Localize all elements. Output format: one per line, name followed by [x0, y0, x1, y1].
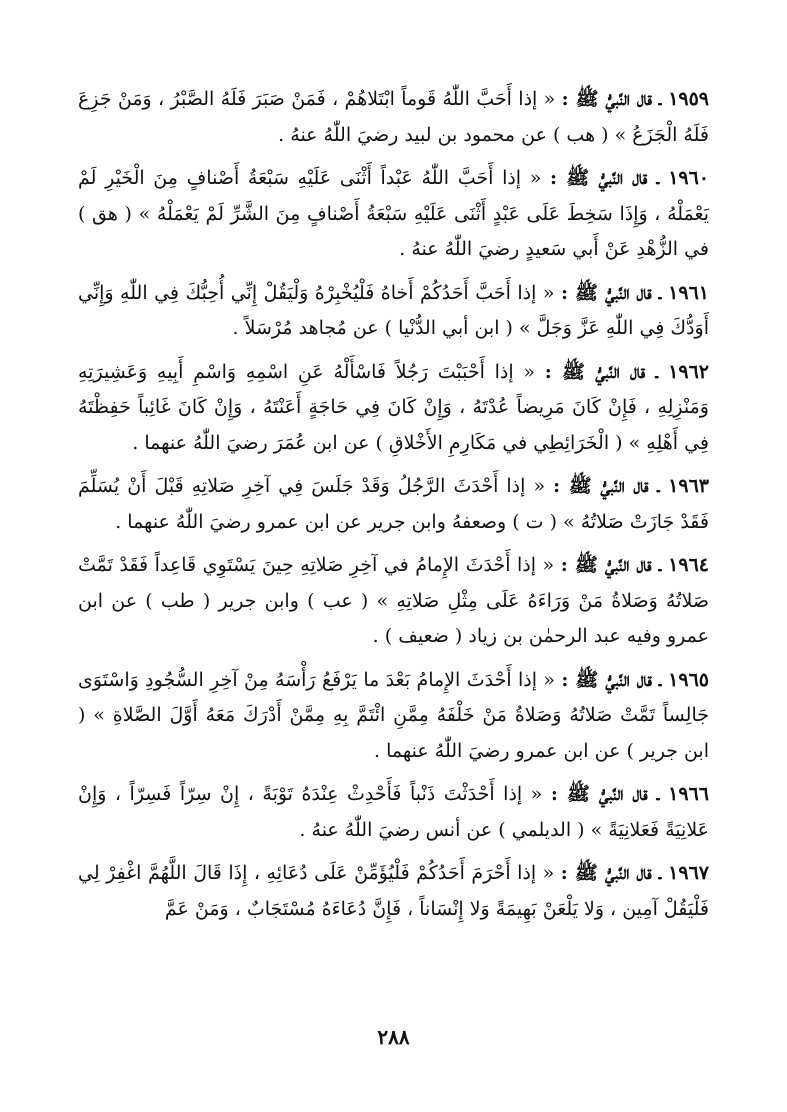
- hadith-heading: ١٩٦٥ ـ قال النَّبيُّ ﷺ :: [561, 668, 709, 691]
- hadith-1965: [78, 663, 709, 770]
- hadith-heading: ١٩٦٣ ـ قال النَّبيُّ ﷺ :: [553, 475, 709, 497]
- document-page: [0, 82, 787, 1082]
- hadith-text: « إذا أَحْبَبْتَ رَجُلاً فَاسْأَلْهُ عَنِ اسْمِهِ وَاسْمِ أَبِيهِ وَعَشِيرَتِهِ وَمَنْزِلِهِ ، فَإِنْ كَانَ مَرِيضاً عُدْتَهُ ، وَإِنْ كَانَ فِي حَاجَةٍ أَعَنْتَهُ ، وَإِنْ كَانَ غَائِباً حَفِظْتَهُ فِي أَهْلِهِ » ( الْخَرَائِطِي في مَكَارِمِ الأَخْلاقِ ) عن ابن عُمَرَ رضيَ اللّٰهُ عنهما .: [78, 360, 709, 454]
- hadith-heading: ١٩٦٤ ـ قال النَّبيُّ ﷺ :: [560, 554, 709, 576]
- hadith-heading: ١٩٦٠ ـ قال النَّبيُّ ﷺ :: [550, 167, 710, 189]
- hadith-heading: ١٩٦٧ ـ قال النَّبيُّ ﷺ :: [560, 862, 709, 884]
- hadith-1964: [78, 548, 709, 655]
- hadith-text: « إذا أَحْدَثَ الإِمامُ بَعْدَ ما يَرْفَعُ رَأْسَهُ مِنْ آخِرِ السُّجُودِ وَاسْتَوَى جَالِساً تَمَّتْ صَلاتُهُ وَصَلاةُ مَنْ خَلْفَهُ مِمَّنِ ائْتَمَّ بِهِ مِمَّنْ أَدْرَكَ مَعَهُ أَوَّلَ الصَّلاةِ » ( ابن جرير ) عن ابن عمرو رضيَ اللّٰهُ عنهما .: [78, 668, 709, 762]
- hadith-text: « إذا أَحَبَّ أَحَدُكُمْ أَخاهُ فَلْيُخْبِرْهُ وَلْيَقُلْ إِنِّي أُحِبُّكَ فِي اللّٰهِ وَإِنِّي أَوَدُّكَ فِي اللّٰهِ عَزَّ وَجَلَّ » ( ابن أبي الدُّنْيا ) عن مُجاهد مُرْسَلاً .: [78, 281, 709, 339]
- page-number: ٢٨٨: [377, 1025, 410, 1049]
- hadith-1962: [78, 355, 709, 462]
- hadith-text: « إذا أَحْرَمَ أَحَدُكُمْ فَلْيُؤَمِّنْ عَلَى دُعَائِهِ ، إِذَا قَالَ اللَّهُمَّ اغْفِرْ لِي فَلْيَقُلْ آمِين ، وَلا يَلْعَنْ بَهِيمَةً وَلا إِنْسَاناً ، فَإِنَّ دُعَاءَهُ مُسْتَجَابٌ ، وَمَنْ عَمَّ: [78, 862, 709, 920]
- hadith-heading: ١٩٦١ ـ قال النَّبيُّ ﷺ :: [560, 281, 709, 304]
- hadith-text: « إذا أَحْدَثَ الإِمامُ في آخِرِ صَلاتِهِ حِينَ يَسْتَوِي قَاعِداً فَقَدْ تَمَّتْ صَلاتُهُ وَصَلاةُ مَنْ وَرَاءَهُ عَلَى مِثْلِ صَلاتِهِ » ( عب ) وابن جرير ( طب ) عن ابن عمرو وفيه عبد الرحمٰن بن زياد ( ضعيف ) .: [78, 554, 709, 647]
- hadith-heading: ١٩٥٩ ـ قال النَّبيُّ ﷺ :: [561, 88, 710, 110]
- hadith-1966: [78, 777, 709, 848]
- hadith-text: « إذا أَحَبَّ اللّٰهُ عَبْداً أَثْنَى عَلَيْهِ سَبْعَةُ أَصْنافٍ مِنَ الْخَيْرِ لَمْ يَعْمَلْهُ ، وَإِذَا سَخِطَ عَلَى عَبْدٍ أَثْنَى عَلَيْهِ سَبْعَةُ أَصْنافٍ مِنَ الشَّرِّ لَمْ يَعْمَلْهُ » ( هق ) في الزُّهْدِ عَنْ أَبي سَعيدٍ رضيَ اللّٰهُ عنهُ .: [78, 167, 709, 260]
- hadith-text: « إذا أَحْدَثَ الرَّجُلُ وَقَدْ جَلَسَ فِي آخِرِ صَلاتِهِ قَبْلَ أَنْ يُسَلِّمَ فَقَدْ جَازَتْ صَلاتُهُ » ( ت ) وصعفهُ وابن جرير عن ابن عمرو رضيَ اللّٰهُ عنهما .: [78, 475, 709, 533]
- hadith-text: « إذا أَحَبَّ اللّٰهُ قَوماً ابْتَلاهُمْ ، فَمَنْ صَبَرَ فَلَهُ الصَّبْرُ ، وَمَنْ جَزِعَ فَلَهُ الْجَزَعُ » ( هب ) عن محمود بن لبيد رضيَ اللّٰهُ عنهُ .: [78, 88, 709, 146]
- hadith-1963: [78, 469, 709, 540]
- hadith-1960: [78, 161, 709, 268]
- hadith-heading: ١٩٦٦ ـ قال النَّبيُّ ﷺ :: [550, 783, 709, 805]
- hadith-heading: ١٩٦٢ ـ قال النَّبيُّ ﷺ :: [544, 360, 709, 383]
- hadith-1967: [78, 856, 709, 927]
- hadith-text: « إذا أَحْدَثْتَ ذَنْباً فَأَحْدِثْ عِنْدَهُ تَوْبَةً ، إِنْ سِرّاً فَسِرّاً ، وَإِنْ عَلانِيَةً فَعَلانِيَةً » ( الديلمي ) عن أنس رضيَ اللّٰهُ عنهُ .: [78, 783, 709, 841]
- hadith-1961: [78, 276, 709, 347]
- hadith-1959: [78, 82, 709, 153]
